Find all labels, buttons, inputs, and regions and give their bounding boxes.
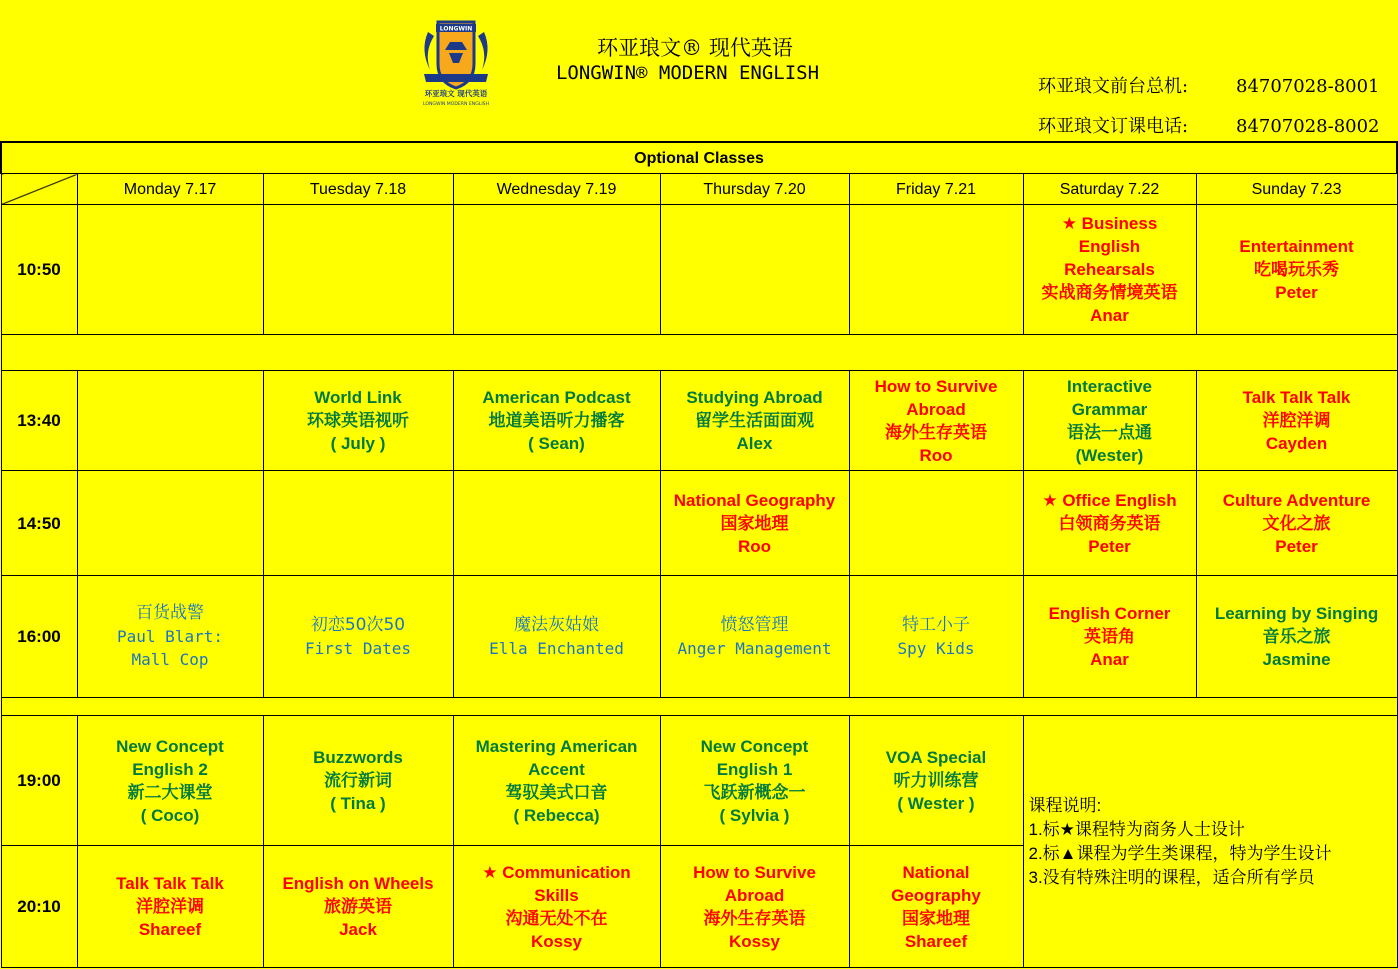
class-line: 吃喝玩乐秀 <box>1254 260 1340 279</box>
title-chinese: 环亚琅文® 现代英语 <box>597 36 793 60</box>
table-row <box>1 716 1397 846</box>
class-line: 新二大课堂 <box>127 782 213 802</box>
class-cell[interactable] <box>453 371 660 471</box>
class-line: 白领商务英语 <box>1058 513 1161 533</box>
class-line: Cayden <box>1265 434 1328 453</box>
class-cell[interactable] <box>1023 205 1196 335</box>
class-cell[interactable] <box>849 716 1023 846</box>
time-slot: 20:10 <box>1 846 77 968</box>
class-line: Peter <box>1275 283 1318 302</box>
class-line: Studying Abroad <box>686 388 823 407</box>
class-cell[interactable] <box>77 846 263 968</box>
front-desk-phone <box>1038 72 1380 98</box>
empty-cell <box>77 371 263 471</box>
class-line: 洋腔洋调 <box>136 897 204 916</box>
empty-cell <box>263 471 453 576</box>
class-line: National Geography <box>673 490 836 510</box>
empty-cell <box>77 471 263 576</box>
class-line: 海外生存英语 <box>703 908 806 928</box>
class-line: ( Coco) <box>140 805 200 825</box>
spacer-row <box>1 698 1397 716</box>
class-cell[interactable] <box>1023 471 1196 576</box>
notes-item: 1.标★课程特为商务人士设计 <box>1028 819 1245 839</box>
day-header: Wednesday 7.19 <box>453 174 660 205</box>
class-line: English 2 <box>132 759 208 779</box>
class-line: English Corner <box>1048 604 1171 623</box>
class-line: Spy Kids <box>897 638 975 658</box>
svg-text:LONGWIN MODERN ENGLISH: LONGWIN MODERN ENGLISH <box>422 102 490 107</box>
class-cell[interactable] <box>453 846 660 968</box>
class-line: 实战商务情境英语 <box>1041 283 1178 302</box>
class-line: Abroad <box>906 399 966 419</box>
class-line: 文化之旅 <box>1262 513 1331 533</box>
spacer-cell <box>1 698 1397 716</box>
class-line: Jasmine <box>1262 650 1331 669</box>
class-cell[interactable] <box>660 716 849 846</box>
class-line: English on Wheels <box>282 874 434 893</box>
spacer-cell <box>1 335 1397 371</box>
time-slot: 10:50 <box>1 205 77 335</box>
class-line: 语法一点通 <box>1067 422 1152 442</box>
class-line: Mall Cop <box>131 650 209 669</box>
class-line: 环球英语视听 <box>307 411 409 430</box>
class-line: New Concept <box>700 736 809 756</box>
empty-cell <box>453 205 660 335</box>
notes-title: 课程说明: <box>1028 795 1102 815</box>
class-line: Geography <box>891 885 981 905</box>
time-slot: 16:00 <box>1 576 77 698</box>
day-header: Friday 7.21 <box>849 174 1023 205</box>
class-line: 初恋50次50 <box>310 614 406 635</box>
day-header: Tuesday 7.18 <box>263 174 453 205</box>
class-line: 特工小子 <box>902 614 970 635</box>
class-line: ( Sean) <box>528 434 585 453</box>
class-line: 愤怒管理 <box>720 614 789 635</box>
class-line: ★ Business <box>1061 214 1158 233</box>
movie-cell[interactable] <box>453 576 660 698</box>
class-line: (Wester) <box>1075 445 1144 465</box>
class-line: Peter <box>1275 536 1318 556</box>
class-line: Kossy <box>530 931 583 951</box>
table-row <box>1 471 1397 576</box>
class-line: How to Survive <box>693 862 816 882</box>
class-line: 洋腔洋调 <box>1262 411 1331 430</box>
class-line: Shareef <box>904 931 968 951</box>
class-line: Abroad <box>724 885 785 905</box>
class-line: Jack <box>339 920 377 939</box>
class-line: Learning by Singing <box>1214 604 1379 623</box>
class-cell[interactable] <box>849 846 1023 968</box>
class-line: Mastering American <box>475 736 638 756</box>
empty-cell <box>660 205 849 335</box>
class-line: 海外生存英语 <box>885 422 987 442</box>
class-line: American Podcast <box>482 388 631 407</box>
class-line: 驾驭美式口音 <box>505 782 608 802</box>
empty-cell <box>263 205 453 335</box>
notes-item: 2.标▲课程为学生类课程，特为学生设计 <box>1028 843 1332 863</box>
empty-cell <box>77 205 263 335</box>
class-line: 国家地理 <box>902 908 970 928</box>
class-line: Grammar <box>1071 399 1148 419</box>
title-english: LONGWIN® MODERN ENGLISH <box>555 62 820 84</box>
class-line: 流行新词 <box>324 771 392 790</box>
class-cell[interactable] <box>263 846 453 968</box>
table-row <box>1 576 1397 698</box>
class-cell[interactable] <box>263 371 453 471</box>
svg-text:环亚琅文 现代英语: 环亚琅文 现代英语 <box>424 89 488 98</box>
class-line: Talk Talk Talk <box>1242 388 1351 407</box>
class-line: Alex <box>736 434 773 453</box>
class-line: How to Survive <box>874 376 998 396</box>
front-desk-label: 环亚琅文前台总机: <box>1038 76 1189 97</box>
svg-text:LONGWIN: LONGWIN <box>439 25 473 33</box>
class-line: 听力训练营 <box>893 771 979 790</box>
class-line: ( July ) <box>330 434 386 453</box>
class-line: Buzzwords <box>313 748 403 767</box>
class-line: 魔法灰姑娘 <box>514 614 599 635</box>
spacer-row <box>1 335 1397 371</box>
class-line: Talk Talk Talk <box>116 874 224 893</box>
time-slot: 13:40 <box>1 371 77 471</box>
class-line: ★ Office English <box>1042 490 1177 510</box>
class-line: Anar <box>1090 650 1129 669</box>
class-line: ( Rebecca) <box>513 805 600 825</box>
class-line: World Link <box>314 388 402 407</box>
empty-cell <box>849 205 1023 335</box>
course-notes <box>1023 716 1397 968</box>
class-line: English <box>1078 237 1141 256</box>
class-line: 沟通无处不在 <box>505 908 608 928</box>
class-line: 英语角 <box>1084 627 1135 646</box>
class-cell[interactable] <box>1196 205 1397 335</box>
class-line: Paul Blart: <box>117 627 223 646</box>
corner-cell <box>1 174 77 205</box>
table-row <box>1 371 1397 471</box>
class-line: VOA Special <box>885 748 987 767</box>
day-header: Sunday 7.23 <box>1196 174 1397 205</box>
class-line: ( Tina ) <box>330 794 386 813</box>
day-header: Thursday 7.20 <box>660 174 849 205</box>
class-cell[interactable] <box>1023 576 1196 698</box>
class-line: ( Wester ) <box>897 794 975 813</box>
class-line: Anger Management <box>677 638 832 658</box>
class-line: 百货战警 <box>136 603 204 623</box>
schedule-table <box>0 141 1398 968</box>
class-cell[interactable] <box>1196 371 1397 471</box>
class-line: Roo <box>919 445 953 465</box>
class-cell[interactable] <box>660 371 849 471</box>
longwin-logo <box>416 20 496 110</box>
class-line: Skills <box>534 885 579 905</box>
table-caption: Optional Classes <box>1 142 1397 174</box>
day-header: Saturday 7.22 <box>1023 174 1196 205</box>
class-line: 留学生活面面观 <box>695 411 814 430</box>
empty-cell <box>453 471 660 576</box>
class-cell[interactable] <box>453 716 660 846</box>
class-cell[interactable] <box>77 716 263 846</box>
class-line: Interactive <box>1066 376 1153 396</box>
class-cell[interactable] <box>263 716 453 846</box>
class-cell[interactable] <box>849 371 1023 471</box>
page-header <box>0 0 1398 141</box>
class-line: Kossy <box>728 931 781 951</box>
class-line: English 1 <box>716 759 793 779</box>
movie-cell[interactable] <box>849 576 1023 698</box>
time-slot: 14:50 <box>1 471 77 576</box>
class-line: 飞跃新概念一 <box>703 782 806 802</box>
class-line: Accent <box>528 759 585 779</box>
table-row <box>1 205 1397 335</box>
class-line: 音乐之旅 <box>1262 627 1331 646</box>
class-line: National <box>902 862 970 882</box>
class-line: Roo <box>737 536 772 556</box>
class-cell[interactable] <box>1196 576 1397 698</box>
booking-label: 环亚琅文订课电话: <box>1038 116 1189 137</box>
class-line: 地道美语听力播客 <box>488 411 625 430</box>
class-line: First Dates <box>305 638 411 658</box>
class-line: Anar <box>1090 306 1129 325</box>
notes-item: 3.没有特殊注明的课程，适合所有学员 <box>1028 867 1315 887</box>
class-cell[interactable] <box>1196 471 1397 576</box>
class-line: Shareef <box>138 920 202 939</box>
class-line: Peter <box>1088 536 1131 556</box>
class-line: New Concept <box>116 736 224 756</box>
front-desk-number[interactable]: 84707028-8001 <box>1236 76 1380 97</box>
class-line: ( Sylvia ) <box>719 805 790 825</box>
day-header: Monday 7.17 <box>77 174 263 205</box>
class-line: Ella Enchanted <box>489 638 624 658</box>
booking-number[interactable]: 84707028-8002 <box>1236 116 1380 137</box>
movie-cell[interactable] <box>660 576 849 698</box>
movie-cell[interactable] <box>263 576 453 698</box>
class-cell[interactable] <box>660 846 849 968</box>
time-slot: 19:00 <box>1 716 77 846</box>
class-cell[interactable] <box>660 471 849 576</box>
movie-cell[interactable] <box>77 576 263 698</box>
booking-phone <box>1038 112 1380 138</box>
class-line: 国家地理 <box>720 513 789 533</box>
class-line: Entertainment <box>1239 237 1354 256</box>
day-header-row <box>1 174 1397 205</box>
class-line: 旅游英语 <box>324 897 392 916</box>
class-line: Culture Adventure <box>1222 490 1371 510</box>
class-line: ★ Communication <box>482 862 631 882</box>
class-line: Rehearsals <box>1064 260 1155 279</box>
class-cell[interactable] <box>1023 371 1196 471</box>
empty-cell <box>849 471 1023 576</box>
